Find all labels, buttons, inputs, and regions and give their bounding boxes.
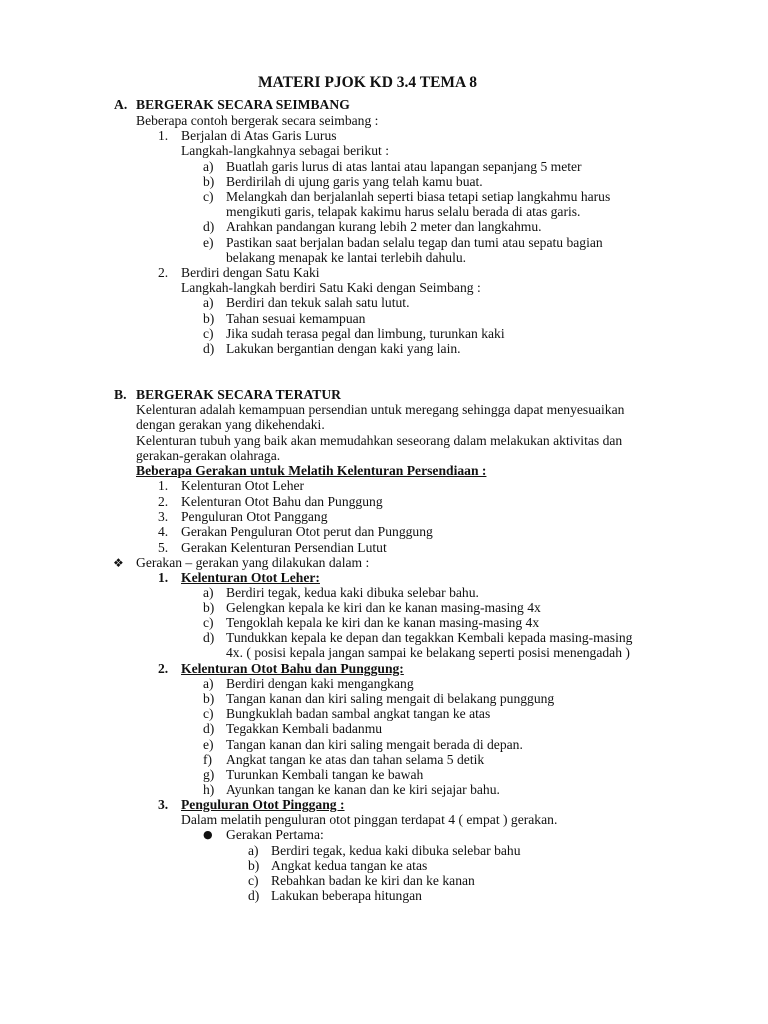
paragraph-line: Kelenturan tubuh yang baik akan memudahkan seseorang dalam melakukan aktivitas dan bbox=[136, 433, 623, 448]
step-text: Tegakkan Kembali badanmu bbox=[226, 721, 383, 736]
list-item: Kelenturan Otot Bahu dan Punggung bbox=[181, 494, 383, 509]
list-number: 3. bbox=[158, 797, 169, 812]
section-b-heading: BERGERAK SECARA TERATUR bbox=[136, 387, 341, 402]
list-item-label: Berjalan di Atas Garis Lurus bbox=[181, 128, 337, 143]
step-text: Melangkah dan berjalanlah seperti biasa tetapi setiap langkahmu harus bbox=[226, 189, 611, 204]
step-marker: b) bbox=[203, 311, 215, 326]
step-text: Berdiri dan tekuk salah satu lutut. bbox=[226, 295, 410, 310]
subsection-heading: Kelenturan Otot Bahu dan Punggung: bbox=[181, 661, 404, 676]
subsection-heading: Kelenturan Otot Leher: bbox=[181, 570, 320, 585]
step-text: Jika sudah terasa pegal dan limbung, turunkan kaki bbox=[226, 326, 505, 341]
step-marker: a) bbox=[203, 159, 214, 174]
subsection-heading: Penguluran Otot Pinggang : bbox=[181, 797, 345, 812]
step-text-continued: 4x. ( posisi kepala jangan sampai ke belakang seperti posisi menengadah ) bbox=[226, 645, 630, 660]
list-heading: Beberapa Gerakan untuk Melatih Kelenturan Persendiaan : bbox=[136, 463, 487, 478]
step-marker: b) bbox=[203, 600, 215, 615]
step-text: Turunkan Kembali tangan ke bawah bbox=[226, 767, 424, 782]
step-marker: d) bbox=[203, 630, 215, 645]
step-text: Bungkuklah badan sambal angkat tangan ke atas bbox=[226, 706, 491, 721]
step-text: Berdiri tegak, kedua kaki dibuka selebar bahu. bbox=[226, 585, 479, 600]
step-marker: c) bbox=[203, 189, 214, 204]
subsection-intro: Dalam melatih penguluran otot pinggan terdapat 4 ( empat ) gerakan. bbox=[181, 812, 558, 827]
step-text: Berdirilah di ujung garis yang telah kamu buat. bbox=[226, 174, 483, 189]
step-text: Tangan kanan dan kiri saling mengait di belakang punggung bbox=[226, 691, 555, 706]
step-marker: a) bbox=[203, 676, 214, 691]
step-marker: c) bbox=[203, 706, 214, 721]
step-marker: g) bbox=[203, 767, 215, 782]
section-a-letter: A. bbox=[114, 97, 128, 112]
step-text: Buatlah garis lurus di atas lantai atau lapangan sepanjang 5 meter bbox=[226, 159, 582, 174]
list-number: 5. bbox=[158, 540, 169, 555]
step-text: Ayunkan tangan ke kanan dan ke kiri sejajar bahu. bbox=[226, 782, 500, 797]
step-marker: d) bbox=[203, 219, 215, 234]
list-number: 1. bbox=[158, 128, 169, 143]
step-text: Lakukan beberapa hitungan bbox=[271, 888, 422, 903]
step-text: Pastikan saat berjalan badan selalu tegap dan tumi atau sepatu bagian bbox=[226, 235, 603, 250]
paragraph-line: Kelenturan adalah kemampuan persendian untuk meregang sehingga dapat menyesuaikan bbox=[136, 402, 625, 417]
page-title: MATERI PJOK KD 3.4 TEMA 8 bbox=[258, 74, 478, 91]
step-text: Tahan sesuai kemampuan bbox=[226, 311, 366, 326]
step-marker: f) bbox=[203, 752, 213, 767]
list-number: 1. bbox=[158, 478, 169, 493]
step-text: Arahkan pandangan kurang lebih 2 meter dan langkahmu. bbox=[226, 219, 542, 234]
steps-intro: Langkah-langkah berdiri Satu Kaki dengan Seimbang : bbox=[181, 280, 481, 295]
bullet-text: Gerakan – gerakan yang dilakukan dalam : bbox=[136, 555, 370, 570]
step-text: Lakukan bergantian dengan kaki yang lain. bbox=[226, 341, 461, 356]
step-marker: d) bbox=[203, 341, 215, 356]
step-marker: c) bbox=[248, 873, 259, 888]
step-marker: d) bbox=[203, 721, 215, 736]
step-text: Tengoklah kepala ke kiri dan ke kanan masing-masing 4x bbox=[226, 615, 540, 630]
dot-bullet-icon: ● bbox=[203, 828, 213, 841]
list-number: 3. bbox=[158, 509, 169, 524]
step-text: Angkat kedua tangan ke atas bbox=[271, 858, 428, 873]
step-marker: b) bbox=[203, 691, 215, 706]
step-text: Tangan kanan dan kiri saling mengait berada di depan. bbox=[226, 737, 523, 752]
step-marker: e) bbox=[203, 737, 214, 752]
step-marker: a) bbox=[203, 585, 214, 600]
section-b-letter: B. bbox=[114, 387, 127, 402]
step-text: Berdiri dengan kaki mengangkang bbox=[226, 676, 414, 691]
step-marker: e) bbox=[203, 235, 214, 250]
sub-heading: Gerakan Pertama: bbox=[226, 827, 324, 842]
step-marker: c) bbox=[203, 615, 214, 630]
section-a-intro: Beberapa contoh bergerak secara seimbang : bbox=[136, 113, 379, 128]
list-item-label: Berdiri dengan Satu Kaki bbox=[181, 265, 320, 280]
list-item: Gerakan Penguluran Otot perut dan Punggung bbox=[181, 524, 433, 539]
list-number: 2. bbox=[158, 661, 169, 676]
section-a-heading: BERGERAK SECARA SEIMBANG bbox=[136, 97, 350, 112]
list-number: 2. bbox=[158, 494, 169, 509]
diamond-bullet-icon: ❖ bbox=[113, 556, 124, 570]
step-marker: h) bbox=[203, 782, 215, 797]
step-text: Gelengkan kepala ke kiri dan ke kanan masing-masing 4x bbox=[226, 600, 541, 615]
list-item: Penguluran Otot Panggang bbox=[181, 509, 328, 524]
list-number: 1. bbox=[158, 570, 169, 585]
steps-intro: Langkah-langkahnya sebagai berikut : bbox=[181, 143, 389, 158]
step-marker: b) bbox=[203, 174, 215, 189]
step-marker: d) bbox=[248, 888, 260, 903]
step-marker: a) bbox=[248, 843, 259, 858]
list-item: Kelenturan Otot Leher bbox=[181, 478, 305, 493]
step-text: Tundukkan kepala ke depan dan tegakkan Kembali kepada masing-masing bbox=[226, 630, 633, 645]
step-marker: a) bbox=[203, 295, 214, 310]
step-marker: b) bbox=[248, 858, 260, 873]
step-text: Rebahkan badan ke kiri dan ke kanan bbox=[271, 873, 475, 888]
step-text-continued: mengikuti garis, telapak kakimu harus selalu berada di atas garis. bbox=[226, 204, 581, 219]
step-text: Angkat tangan ke atas dan tahan selama 5 detik bbox=[226, 752, 485, 767]
paragraph-line: gerakan-gerakan olahraga. bbox=[136, 448, 281, 463]
step-text-continued: belakang menapak ke lantai terlebih dahulu. bbox=[226, 250, 467, 265]
list-number: 4. bbox=[158, 524, 169, 539]
list-number: 2. bbox=[158, 265, 169, 280]
step-text: Berdiri tegak, kedua kaki dibuka selebar bahu bbox=[271, 843, 521, 858]
paragraph-line: dengan gerakan yang dikehendaki. bbox=[136, 417, 325, 432]
step-marker: c) bbox=[203, 326, 214, 341]
list-item: Gerakan Kelenturan Persendian Lutut bbox=[181, 540, 387, 555]
